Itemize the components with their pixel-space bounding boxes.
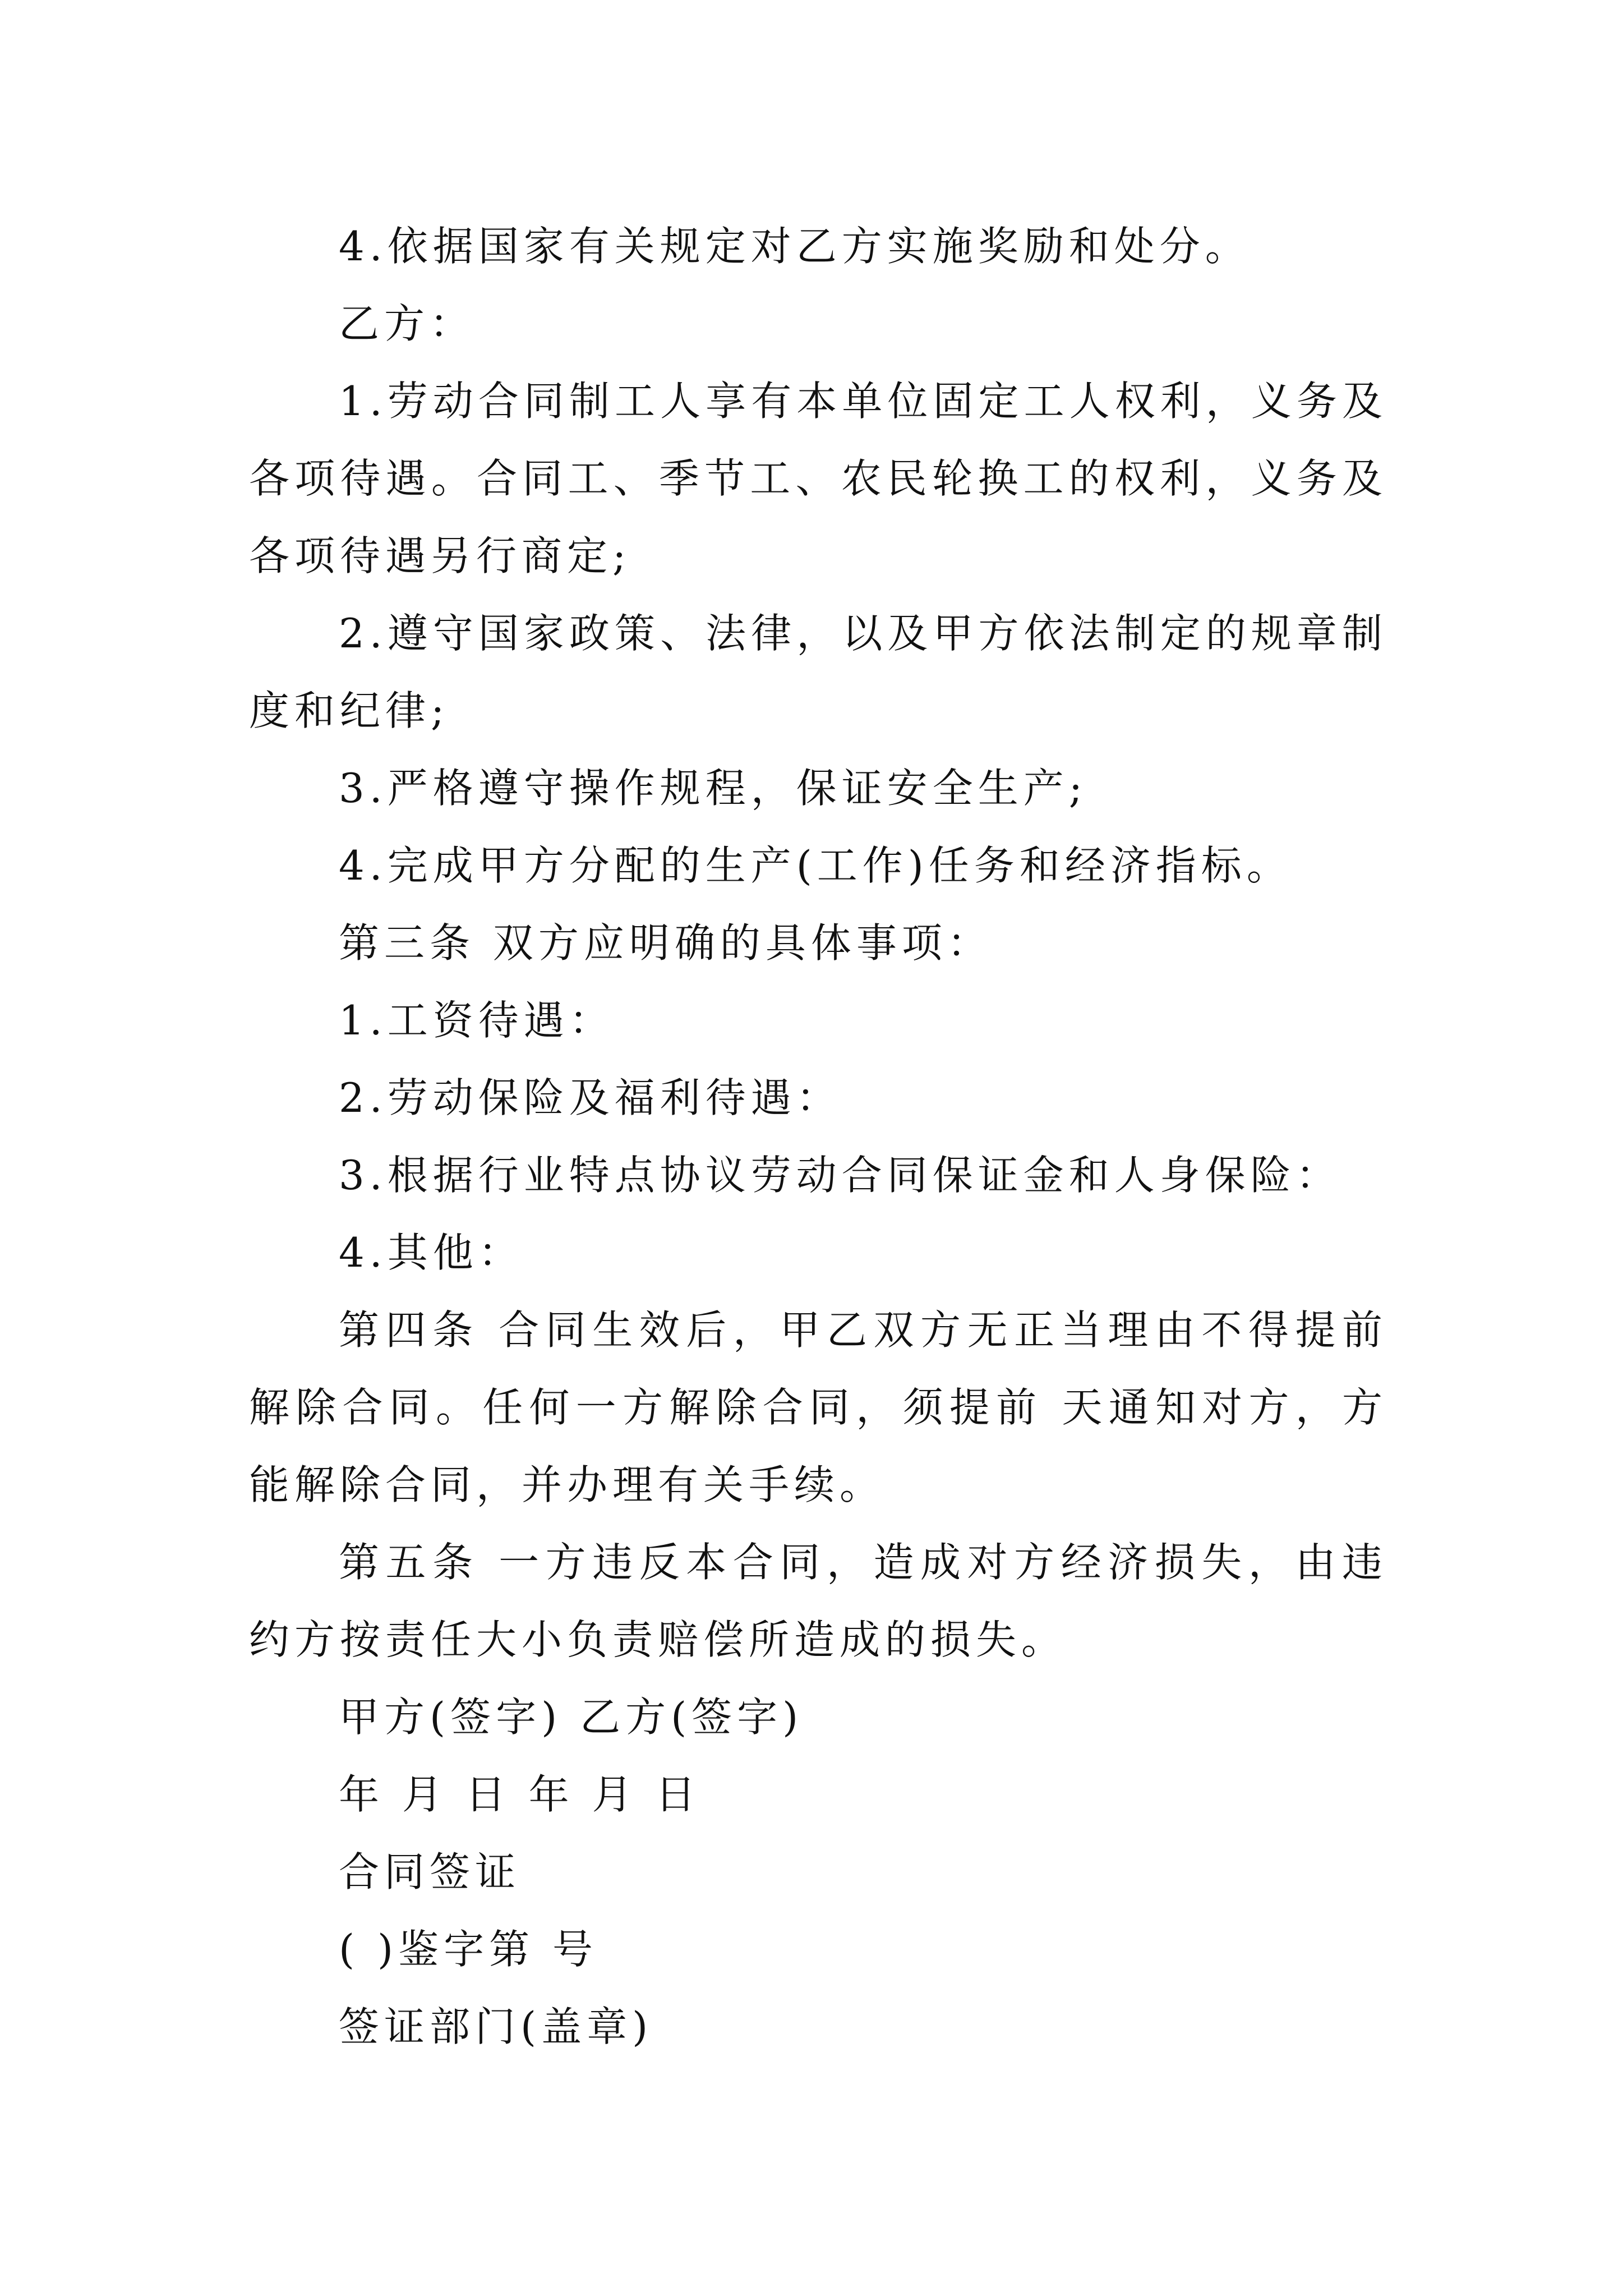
article-4: 第四条 合同生效后，甲乙双方无正当理由不得提前解除合同。任何一方解除合同，须提前 天通知对方，方能解除合同，并办理有关手续。 bbox=[249, 1306, 1387, 1508]
article-3-item-1: 1.工资待遇： bbox=[339, 997, 615, 1044]
article-3-item-3: 3.根据行业特点协议劳动合同保证金和人身保险： bbox=[339, 1152, 1341, 1199]
article-5: 第五条 一方违反本合同，造成对方经济损失，由违约方按责任大小负责赔偿所造成的损失。 bbox=[249, 1539, 1387, 1663]
article-3-item-2: 2.劳动保险及福利待遇： bbox=[339, 1074, 842, 1121]
date-line: 年 月 日 年 月 日 bbox=[339, 1771, 701, 1818]
article-3-heading: 第三条 双方应明确的具体事项： bbox=[339, 919, 993, 967]
attestation-department-line: 签证部门(盖章) bbox=[339, 2003, 653, 2050]
signature-line: 甲方(签字) 乙方(签字) bbox=[339, 1694, 804, 1741]
paragraph-jiafang-item-4: 4.依据国家有关规定对乙方实施奖励和处分。 bbox=[339, 223, 1251, 270]
paragraph-yifang-item-4: 4.完成甲方分配的生产(工作)任务和经济指标。 bbox=[339, 842, 1292, 889]
attestation-number-line: ( )鉴字第 号 bbox=[339, 1926, 598, 1973]
paragraph-yifang-item-2: 2.遵守国家政策、法律，以及甲方依法制定的规章制度和纪律; bbox=[249, 610, 1387, 734]
article-3-item-4: 4.其他： bbox=[339, 1229, 524, 1276]
paragraph-yifang-item-1: 1.劳动合同制工人享有本单位固定工人权利，义务及各项待遇。合同工、季节工、农民轮换工的权利，义务及各项待遇另行商定; bbox=[249, 378, 1387, 579]
document-body bbox=[249, 208, 1387, 2065]
paragraph-yifang-heading: 乙方： bbox=[339, 300, 476, 347]
paragraph-yifang-item-3: 3.严格遵守操作规程，保证安全生产; bbox=[339, 765, 1087, 812]
contract-attestation-heading: 合同签证 bbox=[339, 1848, 521, 1895]
